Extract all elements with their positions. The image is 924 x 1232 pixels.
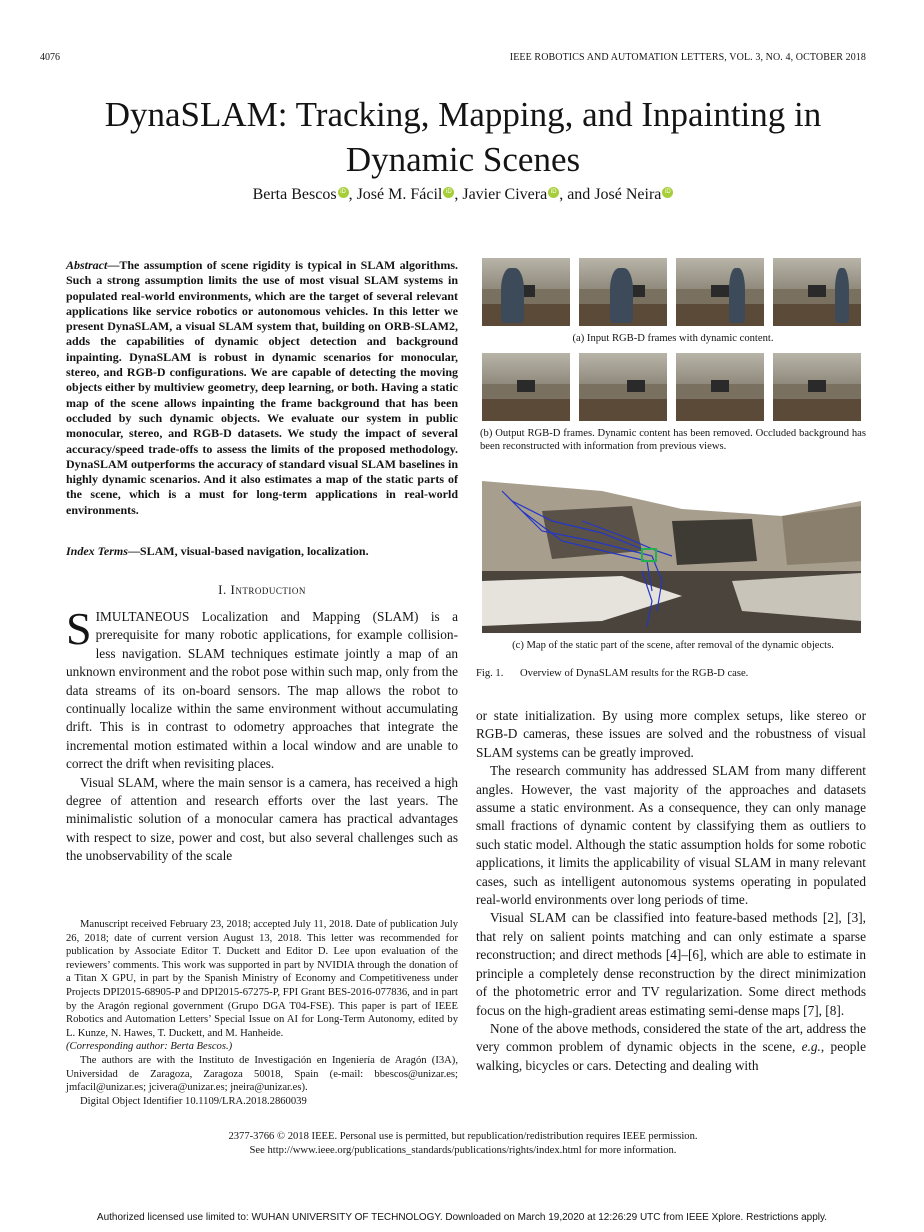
section-title: Introduction [230,582,306,597]
author-4: José Neira [594,186,662,203]
page-number: 4076 [40,52,60,63]
static-map-image [482,461,861,633]
author-list: Berta Bescos iD , José M. Fácil iD , Javier Civera iD , and José Neira iD [40,186,886,204]
license-footer: Authorized licensed use limited to: WUHAN UNIVERSITY OF TECHNOLOGY. Downloaded on March 19,2020 at 12:26:29 UTC from IEEE Xplore. Restrictions apply. [96,1212,828,1223]
author-3: Javier Civera [462,186,548,203]
caption-a: (a) Input RGB-D frames with dynamic content. [572,333,774,344]
p4-eg: e.g. [801,1039,821,1055]
copyright-line-1: 2377-3766 © 2018 IEEE. Personal use is permitted, but republication/redistribution requires IEEE permission. [228,1131,698,1142]
section-heading [66,582,458,598]
section-number: I. [218,582,227,597]
input-frame [482,258,570,326]
journal-header: IEEE ROBOTICS AND AUTOMATION LETTERS, VOL. 3, NO. 4, OCTOBER 2018 [509,52,866,63]
figure-caption-text: Overview of DynaSLAM results for the RGB-D case. [520,668,749,679]
abstract-text: The assumption of scene rigidity is typical in SLAM algorithms. Such a strong assumption limits the use of most visual SLAM systems in populated real-world environments, which are the target of several relevant applications like service robotics or autonomous vehicles. In this letter we present DynaSLAM, a visual SLAM system that, building on ORB-SLAM2, adds the capabilities of dynamic object detection and background inpainting. DynaSLAM is robust in dynamic scenarios for monocular, stereo, and RGB-D configurations. We are capable of detecting the moving objects either by multiview geometry, deep learning, or both. Having a static map of the scene allows inpainting the frame background that has been occluded by such dynamic objects. We evaluate our system in public monocular, stereo, and RGB-D datasets. We study the impact of several accuracy/speed trade-offs to assess the limits of the proposed methodology. DynaSLAM outperforms the accuracy of standard visual SLAM baselines in highly dynamic scenarios. And it also estimates a map of the static parts of the scene, which is a must for long-term applications in real-world environments. [66,258,458,517]
footnote [66,918,458,1108]
footnote-corresponding: (Corresponding author: Berta Bescos.) [66,1041,233,1053]
orcid-icon[interactable]: iD [662,187,673,198]
index-terms: Index Terms—SLAM, visual-based navigation, localization. [66,544,369,558]
title-line-2: Dynamic Scenes [345,140,581,179]
input-frames-row [482,258,861,326]
input-frame [579,258,667,326]
output-frame [482,353,570,421]
caption-c: (c) Map of the static part of the scene, after removal of the dynamic objects. [512,640,834,651]
figure-caption [476,668,748,679]
intro-paragraph-1 [66,603,458,774]
index-terms-text: SLAM, visual-based navigation, localization. [139,544,369,558]
orcid-icon[interactable]: iD [443,187,454,198]
author-conjunction: and [567,186,591,203]
abstract: Abstract—The assumption of scene rigidity is typical in SLAM algorithms. Such a strong assumption limits the use of most visual SLAM systems in populated real-world environments, which are the target of several relevant applications like service robotics or autonomous vehicles. In this letter we present DynaSLAM, a visual SLAM system that, building on ORB-SLAM2, adds the capabilities of dynamic object detection and background inpainting. DynaSLAM is robust in dynamic scenarios for monocular, stereo, and RGB-D configurations. We are capable of detecting the moving objects either by multiview geometry, deep learning, or both. Having a static map of the scene allows inpainting the frame background that has been occluded by such dynamic objects. We evaluate our system in public monocular, stereo, and RGB-D datasets. We study the impact of several accuracy/speed trade-offs to assess the limits of the proposed methodology. DynaSLAM outperforms the accuracy of standard visual SLAM baselines in highly dynamic scenarios. And it also estimates a map of the static parts of the scene, which is a must for long-term applications in real-world environments. [66,258,458,517]
copyright-notice [40,1130,886,1158]
figure-label: Fig. 1. [476,668,504,679]
title-line-1: DynaSLAM: Tracking, Mapping, and Inpainting in [104,95,822,134]
input-frame [773,258,861,326]
abstract-label: Abstract [66,258,108,272]
right-paragraph-3: Visual SLAM can be classified into feature-based methods [2], [3], that rely on salient points matching and can only estimate a sparse reconstruction; and direct methods [4]–[6], which are able to estimate in principle a completely dense reconstruction by the direct minimization of the photometric error and TV regularization. Some direct methods focus on the high-gradient areas estimating semi-dense maps [7], [8]. [476,910,866,1018]
right-column-body [476,707,866,1075]
index-terms-label: Index Terms [66,544,128,558]
intro-paragraph-2: Visual SLAM, where the main sensor is a camera, has received a high degree of attention and research efforts over the last years. The minimalistic solution of a monocular camera has practical advantages with respect to size, power and cost, but also several challenges such as the unobservability of the scale [66,774,458,864]
paper-title [40,92,886,182]
footnote-manuscript: Manuscript received February 23, 2018; accepted July 11, 2018. Date of publication July 26, 2018; date of current version August 13, 2018. This letter was recommended for publication by Associate Editor T. Duckett and Editor D. Lee upon evaluation of the reviewers’ comments. This work was supported in part by NVIDIA through the donation of a Titan X GPU, in part by the Spanish Ministry of Economy and Competitiveness under Projects DPI2015-68905-P and DPI2015-67275-P, FPI Grant BES-2016-077836, and in part by the Aragón regional government (Grupo DGA T04-FSE). This paper is part of IEEE Robotics and Automation Letters’ Special Issue on AI for Long-Term Autonomy, edited by L. Kunze, N. Hawes, T. Duckett, and M. Hanheide. [66,919,458,1039]
author-1: Berta Bescos [252,186,337,203]
output-frame [773,353,861,421]
p4-pre: None of the above methods, considered the state of the art, address the very common problem of dynamic objects in the scene, [476,1020,866,1055]
caption-b: (b) Output RGB-D frames. Dynamic content has been removed. Occluded background has been reconstructed with information from previous views. [480,428,866,452]
output-frame [579,353,667,421]
input-frame [676,258,764,326]
figure-1 [480,258,866,660]
right-paragraph-4 [476,1020,866,1075]
author-2: José M. Fácil [356,186,443,203]
orcid-icon[interactable]: iD [548,187,559,198]
right-paragraph-1: or state initialization. By using more complex setups, like stereo or RGB-D cameras, these issues are solved and the robustness of visual SLAM systems can be greatly improved. [476,708,866,760]
footnote-affiliation: The authors are with the Instituto de Investigación en Ingeniería de Aragón (I3A), Universidad de Zaragoza, Zaragoza 50018, Spain (e-mail: bbescos@unizar.es; jmfacil@unizar.es; jcivera@unizar.es; jneira@unizar.es). [66,1054,458,1094]
footnote-doi: Digital Object Identifier 10.1109/LRA.2018.2860039 [80,1095,307,1107]
introduction-body [66,603,458,866]
static-map-render [482,461,861,633]
drop-cap: S [66,603,92,654]
copyright-line-2[interactable]: See http://www.ieee.org/publications_standards/publications/rights/index.html for more information. [249,1145,677,1156]
right-paragraph-2: The research community has addressed SLAM from many different angles. However, the vast majority of the approaches and datasets assume a static environment. As a consequence, they can only manage small fractions of dynamic content by classifying them as outliers to such static model. Although the static assumption holds for some robotic applications, it limits the applicability of visual SLAM in many relevant cases, such as intelligent autonomous systems operating in populated real-world environments over long periods of time. [476,763,866,908]
p4-post: , people walking, bicycles or cars. Detecting and dealing with [476,1039,867,1073]
output-frame [676,353,764,421]
orcid-icon[interactable]: iD [338,187,349,198]
intro-para1-text: IMULTANEOUS Localization and Mapping (SLAM) is a prerequisite for many robotic applications, for example collision-less navigation. SLAM techniques estimate jointly a map of an unknown environment and the robot pose within such map, only from the data streams of its on-board sensors. The map allows the robot to continually localize within the same environment without accumulating drift. This is in contrast to odometry approaches that integrate the incremental motion estimated within a local window and are unable to correct the drift when revisiting places. [66,609,458,772]
output-frames-row [482,353,861,421]
